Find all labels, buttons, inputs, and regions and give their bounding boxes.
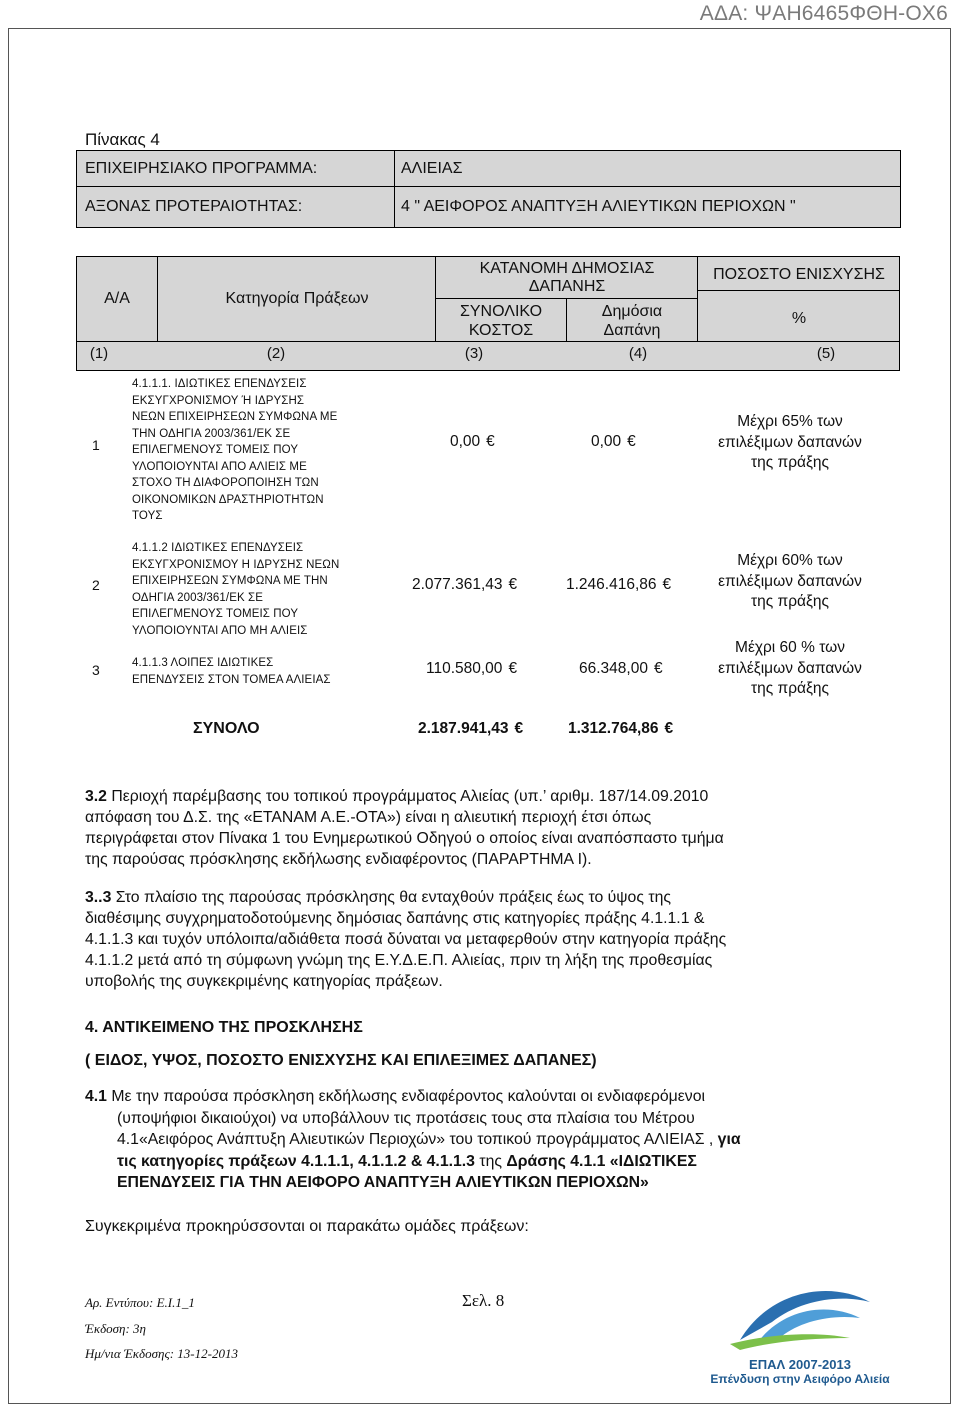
axis-label: ΑΞΟΝΑΣ ΠΡΟΤΕΡΑΙΟΤΗΤΑΣ: [77, 187, 395, 228]
row-2-num: 2 [92, 577, 100, 593]
col-percent-sign: % [791, 310, 807, 327]
section-4-subtitle: ( ΕΙΔΟΣ, ΥΨΟΣ, ΠΟΣΟΣΤΟ ΕΝΙΣΧΥΣΗΣ ΚΑΙ ΕΠΙΛΕΞΙΜΕΣ ΔΑΠΑΝΕΣ) [85, 1052, 597, 1069]
row-1-num: 1 [92, 437, 100, 453]
total-label: ΣΥΝΟΛΟ [193, 720, 260, 737]
footer-logo [700, 1280, 900, 1384]
ada-header: ΑΔΑ: ΨΑΗ6465ΦΘΗ-ΟΧ6 [699, 2, 948, 25]
fish-logo-icon [700, 1280, 900, 1352]
idx-3: (3) [464, 345, 484, 362]
row-3-category: 4.1.1.3 ΛΟΙΠΕΣ ΙΔΙΩΤΙΚΕΣ ΕΠΕΝΔΥΣΕΙΣ ΣΤΟΝ ΤΟΜΕΑ ΑΛΙΕΙΑΣ [132, 657, 331, 686]
footer-date: Ημ/νια Έκδοσης: 13-12-2013 [85, 1346, 238, 1361]
idx-5: (5) [816, 345, 836, 362]
idx-2: (2) [266, 345, 286, 362]
col-aa: Α/Α [104, 290, 130, 307]
row-1-total: 0,00 € [450, 433, 495, 450]
row-2-category: 4.1.1.2 ΙΔΙΩΤΙΚΕΣ ΕΠΕΝΔΥΣΕΙΣ ΕΚΣΥΓΧΡΟΝΙΣΜΟΥ Η ΙΔΡΥΣΗΣ ΝΕΩΝ ΕΠΙΧΕΙΡΗΣΕΩΝ ΣΥΜΦΩΝΑ ΜΕ ΤΗΝ ΟΔΗΓΙΑ 2003/361/ΕΚ ΣΕ ΕΠΙΛΕΓΜΕΝΟΥΣ ΤΟΜΕΙΣ ΠΟΥ ΥΛΟΠΟΙΟΥΝΤΑΙ ΑΠΟ ΜΗ ΑΛΙΕΙΣ [132, 542, 340, 637]
para-4-1: 4.1 Με την παρούσα πρόσκληση εκδήλωσης ενδιαφέροντος καλούνται οι ενδιαφερόμενοι (υποψήφιοι δικαιούχοι) να υποβάλλουν τις προτάσεις τους στα πλαίσια του Μέτρου 4.1«Αειφόρος Ανάπτυξη Αλιευτικών Περιοχών» του τοπικού προγράμματος ΑΛΙΕΙΑΣ , για τις κατηγορίες πράξεων 4.1.1.1, 4.1.1.2 & 4.1.1.3 της Δράσης 4.1.1 «ΙΔΙΩΤΙΚΕΣ ΕΠΕΝΔΥΣΕΙΣ ΓΙΑ ΤΗΝ ΑΕΙΦΟΡΟ ΑΝΑΠΤΥΞΗ ΑΛΙΕΥΤΙΚΩΝ ΠΕΡΙΟΧΩΝ» [85, 1088, 741, 1191]
footer-edition: Έκδοση: 3η [85, 1321, 147, 1336]
program-value: ΑΛΙΕΙΑΣ [395, 151, 901, 187]
total-public: 1.312.764,86 € [568, 720, 674, 737]
closing-line: Συγκεκριμένα προκηρύσσονται οι παρακάτω ομάδες πράξεων: [85, 1218, 529, 1235]
footer-page: Σελ. 8 [462, 1291, 505, 1310]
row-3-public: 66.348,00 € [579, 660, 663, 677]
row-2-total: 2.077.361,43 € [412, 576, 518, 593]
row-2-public: 1.246.416,86 € [566, 576, 672, 593]
para-3-2: 3.2 Περιοχή παρέμβασης του τοπικού προγράμματος Αλιείας (υπ.’ αριθμ. 187/14.09.2010 απόφαση του Δ.Σ. της «ΕΤΑΝΑΜ Α.Ε.-ΟΤΑ») είναι η αλιευτική περιοχή έτσι όπως περιγράφεται στον Πίνακα 1 του Ενημερωτικού Οδηγού ο οποίος είναι αναπόσπαστο τμήμα της παρούσας πρόσκλησης εκδήλωσης ενδιαφέροντος (ΠΑΡΑΡΤΗΜΑ Ι). [85, 788, 724, 868]
footer-protocol: Αρ. Εντύπου: Ε.Ι.1_1 [85, 1295, 195, 1310]
col-allocation: ΚΑΤΑΝΟΜΗ ΔΗΜΟΣΙΑΣ ΔΑΠΑΝΗΣ [479, 260, 655, 295]
logo-text: ΕΠΑΛ 2007-2013 [749, 1357, 851, 1372]
page-frame [8, 28, 951, 1404]
row-3-num: 3 [92, 662, 100, 678]
column-header [76, 256, 900, 371]
col-percent: ΠΟΣΟΣΤΟ ΕΝΙΣΧΥΣΗΣ [713, 266, 885, 283]
idx-4: (4) [628, 345, 648, 362]
section-4-title: 4. ΑΝΤΙΚΕΙΜΕΝΟ ΤΗΣ ΠΡΟΣΚΛΗΣΗΣ [85, 1019, 363, 1036]
para-3-3: 3..3 Στο πλαίσιο της παρούσας πρόσκλησης θα ενταχθούν πράξεις έως το ύψος της διαθέσιμης συγχρηματοδοτούμενης δημόσιας δαπάνης στις κατηγορίες πράξης 4.1.1.1 & 4.1.1.3 και τυχόν υπόλοιπα/αδιάθετα ποσά δύναται να μεταφερθούν στην κατηγορία πράξης 4.1.1.2 μετά από τη σύμφωνη γνώμη της Ε.Υ.Δ.Ε.Π. Αλιείας, πριν τη λήξη της προθεσμίας υποβολής της συγκεκριμένης κατηγορίας πράξεων. [85, 889, 727, 990]
row-2-percent: Μέχρι 60% των επιλέξιμων δαπανών της πράξης [718, 552, 862, 610]
program-header-table [76, 150, 901, 228]
idx-1: (1) [89, 345, 109, 362]
row-3-total: 110.580,00 € [426, 660, 518, 677]
col-category: Κατηγορία Πράξεων [225, 290, 369, 307]
col-total: ΣΥΝΟΛΙΚΟ ΚΟΣΤΟΣ [459, 303, 543, 339]
table-title: Πίνακας 4 [85, 130, 160, 149]
program-label: ΕΠΙΧΕΙΡΗΣΙΑΚΟ ΠΡΟΓΡΑΜΜΑ: [77, 151, 395, 187]
logo-tagline: Επένδυση στην Αειφόρο Αλιεία [710, 1372, 890, 1386]
row-3-percent: Μέχρι 60 % των επιλέξιμων δαπανών της πράξης [718, 639, 862, 697]
row-1-percent: Μέχρι 65% των επιλέξιμων δαπανών της πράξης [718, 413, 862, 471]
total-total: 2.187.941,43 € [418, 720, 524, 737]
col-public: Δημόσια Δαπάνη [601, 303, 663, 339]
axis-value: 4 " ΑΕΙΦΟΡΟΣ ΑΝΑΠΤΥΞΗ ΑΛΙΕΥΤΙΚΩΝ ΠΕΡΙΟΧΩΝ " [395, 187, 901, 228]
row-1-category: 4.1.1.1. ΙΔΙΩΤΙΚΕΣ ΕΠΕΝΔΥΣΕΙΣ ΕΚΣΥΓΧΡΟΝΙΣΜΟΥ Ή ΙΔΡΥΣΗΣ ΝΕΩΝ ΕΠΙΧΕΙΡΗΣΕΩΝ ΣΥΜΦΩΝΑ ΜΕ ΤΗΝ ΟΔΗΓΙΑ 2003/361/ΕΚ ΣΕ ΕΠΙΛΕΓΜΕΝΟΥΣ ΤΟΜΕΙΣ ΠΟΥ ΥΛΟΠΟΙΟΥΝΤΑΙ ΑΠΟ ΑΛΙΕΙΣ ΜΕ ΣΤΟΧΟ ΤΗ ΔΙΑΦΟΡΟΠΟΙΗΣΗ ΤΩΝ ΟΙΚΟΝΟΜΙΚΩΝ ΔΡΑΣΤΗΡΙΟΤΗΤΩΝ ΤΟΥΣ [132, 378, 338, 522]
row-1-public: 0,00 € [591, 433, 636, 450]
